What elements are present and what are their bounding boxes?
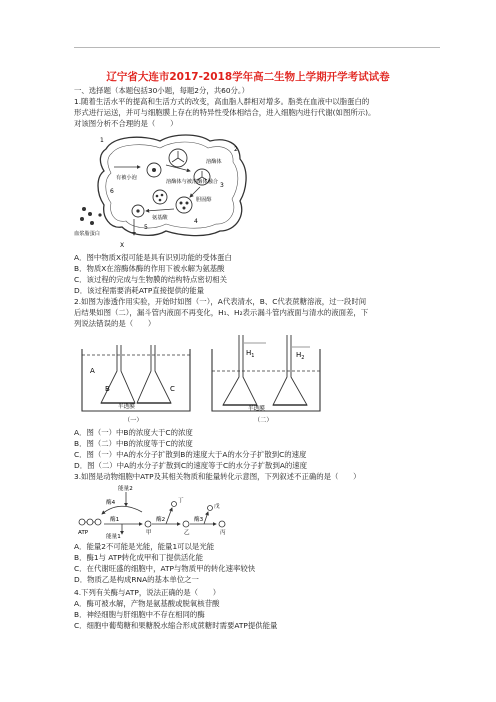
q1-option-a: A．图中物质X很可能是具有识别功能的受体蛋白 — [74, 253, 232, 262]
label-1: 1 — [100, 137, 104, 144]
label-6: 6 — [110, 188, 114, 195]
q1-stem-line-3: 对该图分析不合理的是（ ） — [74, 119, 178, 128]
header-rule — [74, 47, 440, 48]
label-atp: ATP — [78, 530, 89, 536]
label-amino-acid: 氨基酸 — [152, 215, 168, 221]
label-h1: $H_1$ — [246, 349, 255, 359]
q1-option-b: B．物质X在溶酶体酶的作用下被水解为氨基酸 — [74, 264, 225, 273]
q2-option-b: B．图（二）中B的浓度等于C的浓度 — [74, 439, 193, 448]
q3-option-a: A．能量2不可能是光能，能量1可以是光能 — [74, 542, 215, 551]
label-4: 4 — [194, 218, 198, 225]
q2-osmosis-figure-1 — [76, 333, 196, 425]
q2-stem-line-3: 列说法错误的是（ ） — [74, 319, 156, 328]
label-bing: 丙 — [220, 530, 226, 536]
label-enzyme-3: 酶3 — [194, 517, 204, 523]
label-lipoprotein: 血浆脂蛋白 — [74, 231, 100, 237]
label-yi: 乙 — [184, 530, 190, 536]
q2-stem-line-1: 2.如图为渗透作用实验，开始时如图（一），A代表清水，B、C代表蔗糖溶液，过一段时间 — [74, 297, 367, 306]
q1-option-c: C．该过程的完成与生物膜的结构特点密切相关 — [74, 275, 227, 284]
q3-atp-diagram — [76, 482, 246, 540]
label-lysosome: 溶酶体 — [206, 159, 222, 165]
label-membrane-2: 半透膜 — [248, 406, 265, 412]
label-energy-2: 能量2 — [118, 486, 133, 492]
caption-fig-2: （二） — [254, 417, 273, 424]
q4-option-a: A．酶可被水解，产物是氨基酸或脱氧核苷酸 — [74, 599, 220, 608]
q3-option-c: C．在代谢旺盛的细胞中，ATP与物质甲的转化速率较快 — [74, 564, 256, 573]
q4-stem: 4.下列有关酶与ATP，说法正确的是（ ） — [74, 588, 221, 597]
q2-osmosis-figure-2 — [206, 333, 326, 425]
q3-option-b: B．酶1与 ATP转化成甲和丁提供活化能 — [74, 553, 204, 562]
q4-option-b: B．神经细胞与肝细胞中不存在相同的酶 — [74, 610, 205, 619]
label-h2: $H_2$ — [296, 351, 305, 361]
q1-option-d: D．该过程需要消耗ATP直接提供的能量 — [74, 286, 205, 295]
q3-option-d: D．物质乙是构成RNA的基本单位之一 — [74, 575, 199, 584]
q2-option-a: A．图（一）中B的浓度大于C的浓度 — [74, 428, 193, 437]
label-fusion: 溶酶体与被溶酶体融合 — [166, 179, 218, 185]
q2-option-d: D．图（二）中A的水分子扩散到C的速度等于C的水分子扩散到A的速度 — [74, 461, 308, 470]
label-a: A — [90, 367, 95, 375]
label-x: X — [120, 242, 125, 249]
label-b: B — [105, 385, 110, 393]
label-enzyme-1: 酶1 — [110, 517, 120, 523]
label-ding: 丁 — [178, 498, 184, 504]
label-3: 3 — [220, 182, 224, 189]
q2-stem-line-2: 后结果如图（二），漏斗管内液面不再变化，H₁、H₂表示漏斗管内液面与清水的液面差，下 — [74, 308, 369, 317]
label-cholesterol: 胆固醇 — [196, 197, 212, 203]
label-wu: 戊 — [214, 504, 220, 510]
q1-stem-line-1: 1.随着生活水平的提高和生活方式的改变，高血脂人群相对增多。脂类在血液中以脂蛋白的 — [74, 97, 370, 106]
label-membrane: 半透膜 — [118, 404, 135, 410]
caption-fig-1: （一） — [124, 417, 143, 424]
q3-stem: 3.如图是动物细胞中ATP及其相关物质和能量转化示意图，下列叙述不正确的是（ ） — [74, 472, 361, 481]
label-5: 5 — [144, 224, 148, 231]
label-enzyme-2: 酶2 — [156, 517, 166, 523]
label-vesicle: 有被小泡 — [116, 175, 137, 181]
q2-option-c: C．图（一）中A的水分子扩散到B的速度大于A的水分子扩散到C的速度 — [74, 450, 307, 459]
q1-stem-line-2: 形式进行运送，并可与细胞膜上存在的特异性受体相结合，进入细胞内进行代谢(如图所示)。 — [74, 108, 376, 117]
label-2: 2 — [234, 146, 238, 153]
label-jia: 甲 — [146, 530, 152, 536]
label-enzyme-4: 酶4 — [106, 500, 116, 506]
document-title: 辽宁省大连市2017-2018学年高二生物上学期开学考试试卷 — [106, 71, 390, 83]
label-c: C — [170, 385, 175, 393]
section-heading: 一、选择题（本题包括30小题，每题2分，共60分。） — [74, 86, 250, 95]
q4-option-c: C．细胞中葡萄糖和果糖脱水缩合形成蔗糖时需要ATP提供能量 — [74, 621, 278, 630]
label-energy-1: 能量1 — [106, 534, 121, 540]
q1-cell-diagram — [74, 131, 264, 251]
